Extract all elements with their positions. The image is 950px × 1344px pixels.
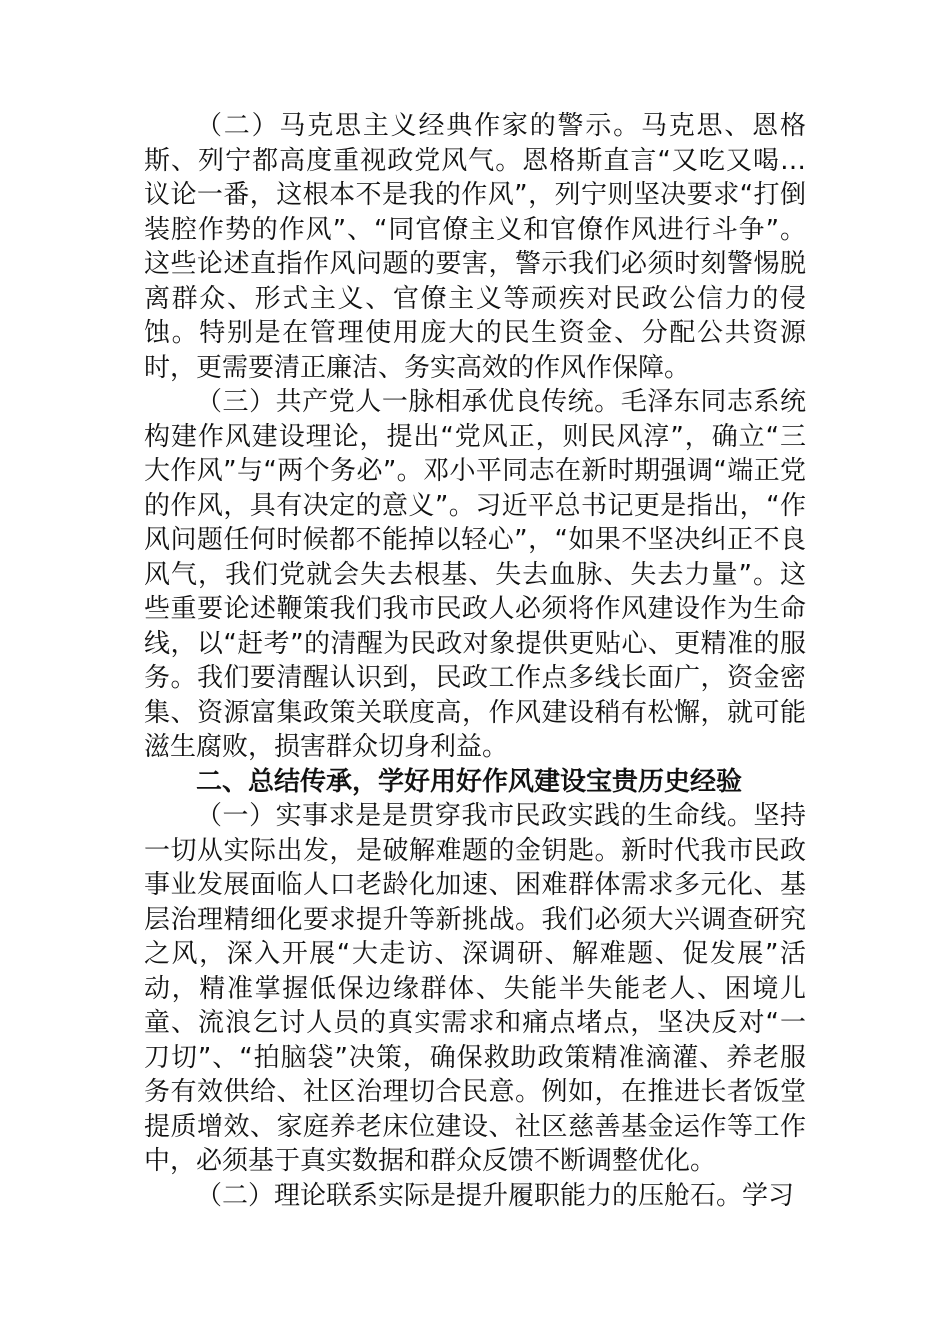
paragraph-party-tradition: （三）共产党人一脉相承优良传统。毛泽东同志系统构建作风建设理论，提出“党风正，则民风淳”，确立“三大作风”与“两个务必”。邓小平同志在新时期强调“端正党的作风，具有决定的意义”。习近平总书记更是指出，“作风问题任何时候都不能掉以轻心”，“如果不坚决纠正不良风气，我们党就会失去根基、失去血脉、失去力量”。这些重要论述鞭策我们我市民政人必须将作风建设作为生命线，以“赶考”的清醒为民政对象提供更贴心、更精准的服务。我们要清醒认识到，民政工作点多线长面广，资金密集、资源富集政策关联度高，作风建设稍有松懈，就可能滋生腐败，损害群众切身利益。 bbox=[144, 387, 806, 762]
document-body bbox=[144, 109, 806, 1213]
section-heading: 二、总结传承，学好用好作风建设宝贵历史经验 bbox=[196, 766, 743, 797]
paragraph-seek-truth: （一）实事求是是贯穿我市民政实践的生命线。坚持一切从实际出发，是破解难题的金钥匙。新时代我市民政事业发展面临人口老龄化加速、困难群体需求多元化、基层治理精细化要求提升等新挑战。我们必须大兴调查研究之风，深入开展“大走访、深调研、解难题、促发展”活动，精准掌握低保边缘群体、失能半失能老人、困境儿童、流浪乞讨人员的真实需求和痛点堵点，坚决反对“一刀切”、“拍脑袋”决策，确保救助政策精准滴灌、养老服务有效供给、社区治理切合民意。例如，在推进长者饭堂提质增效、家庭养老床位建设、社区慈善基金运作等工作中，必须基于真实数据和群众反馈不断调整优化。 bbox=[144, 801, 806, 1176]
paragraph-theory-practice: （二）理论联系实际是提升履职能力的压舱石。学习 bbox=[196, 1180, 795, 1211]
paragraph-marxist-warnings: （二）马克思主义经典作家的警示。马克思、恩格斯、列宁都高度重视政党风气。恩格斯直言“又吃又喝…议论一番，这根本不是我的作风”，列宁则坚决要求“打倒装腔作势的作风”、“同官僚主义和官僚作风进行斗争”。这些论述直指作风问题的要害，警示我们必须时刻警惕脱离群众、形式主义、官僚主义等顽疾对民政公信力的侵蚀。特别是在管理使用庞大的民生资金、分配公共资源时，更需要清正廉洁、务实高效的作风作保障。 bbox=[144, 111, 806, 383]
